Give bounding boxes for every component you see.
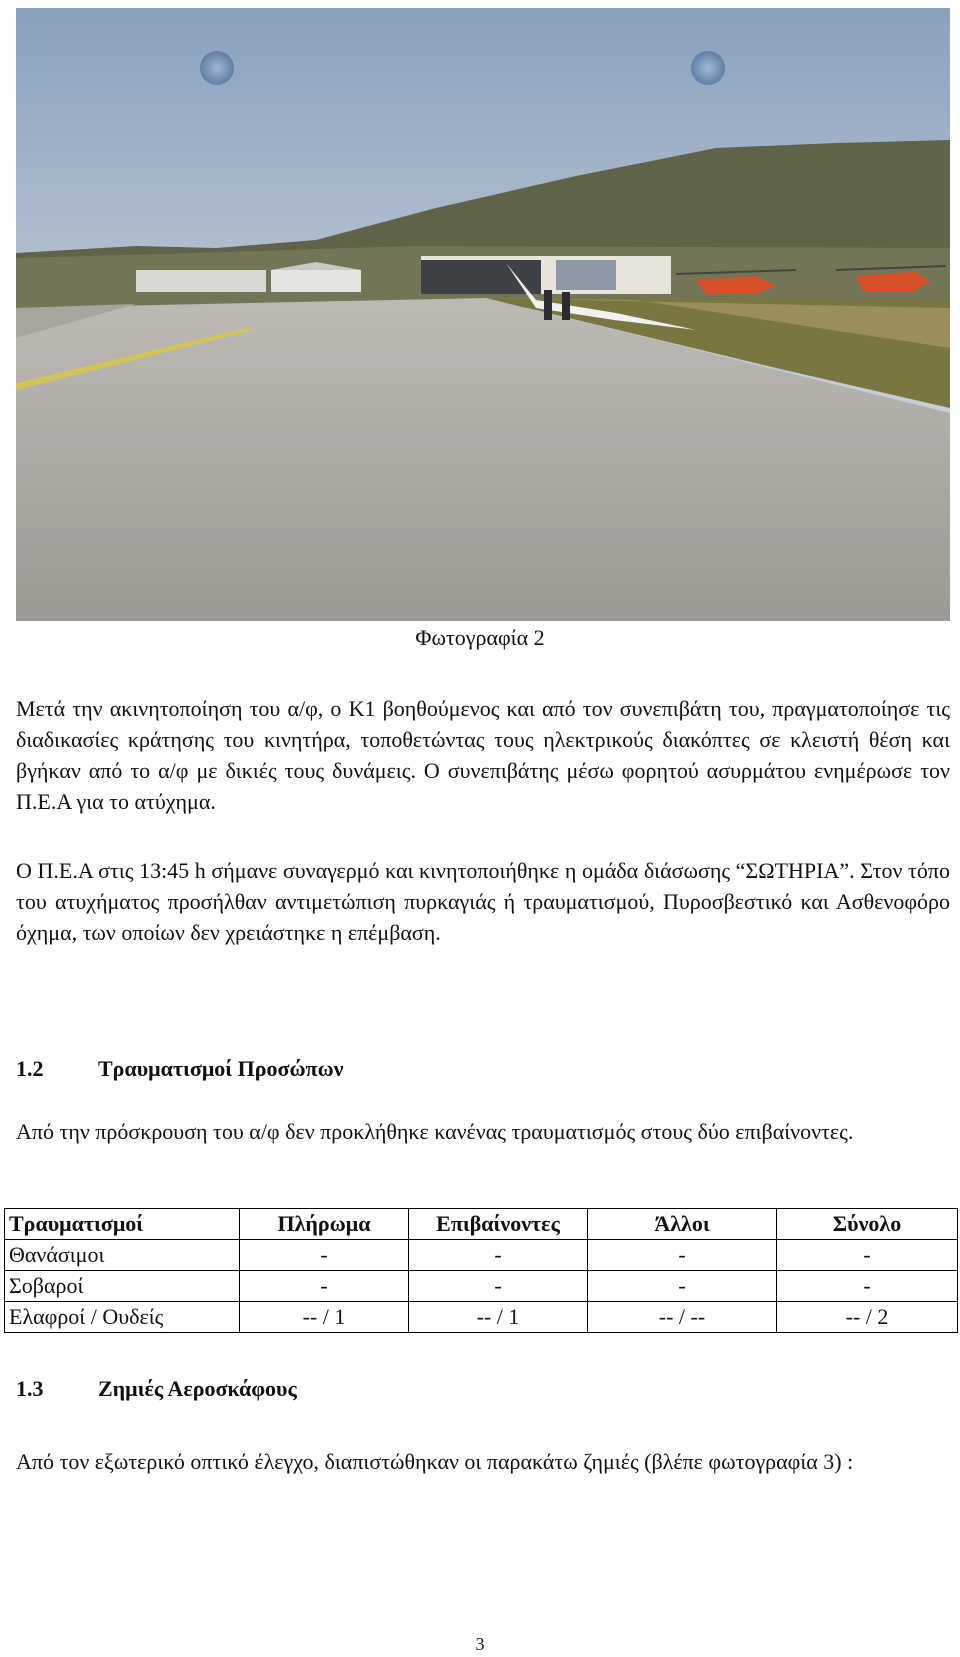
table-cell: -- / -- — [588, 1302, 777, 1333]
paragraph-shutdown: Μετά την ακινητοποίηση του α/φ, ο Κ1 βοηθούμενος και από τον συνεπιβάτη του, πραγματοποίησε τις διαδικασίες κράτησης του κινητήρα, τοποθετώντας τους ηλεκτρικούς διακόπτες σε κλειστή θέση και βγήκαν από το α/φ με δικιές τους δυνάμεις. Ο συνεπιβάτης μέσω φορητού ασυρμάτου ενημέρωσε τον Π.Ε.Α για το ατύχημα. — [16, 696, 950, 814]
table-cell: -- / 1 — [409, 1302, 588, 1333]
section-number: 1.3 — [16, 1376, 44, 1401]
section-heading-damage — [16, 1373, 297, 1405]
table-cell: - — [777, 1271, 958, 1302]
injuries-table — [4, 1208, 958, 1333]
runway-photo-illustration — [16, 8, 950, 621]
table-header-row — [5, 1209, 958, 1240]
section-title: Ζημιές Αεροσκάφους — [98, 1376, 297, 1401]
photo-caption: Φωτογραφία 2 — [415, 625, 545, 650]
table-cell: -- / 1 — [240, 1302, 409, 1333]
table-cell: Σοβαροί — [5, 1271, 240, 1302]
page-number: 3 — [475, 1634, 485, 1654]
table-cell: - — [240, 1240, 409, 1271]
table-cell: - — [409, 1271, 588, 1302]
table-header-cell: Τραυματισμοί — [5, 1209, 240, 1240]
table-row — [5, 1240, 958, 1271]
table-header-cell: Πλήρωμα — [240, 1209, 409, 1240]
table-cell: - — [240, 1271, 409, 1302]
table-cell: Θανάσιμοι — [5, 1240, 240, 1271]
section-number: 1.2 — [16, 1056, 44, 1081]
section-heading-injuries — [16, 1053, 344, 1085]
table-row — [5, 1271, 958, 1302]
table-cell: - — [777, 1240, 958, 1271]
table-cell: -- / 2 — [777, 1302, 958, 1333]
table-header-cell: Σύνολο — [777, 1209, 958, 1240]
paragraph-no-injuries: Από την πρόσκρουση του α/φ δεν προκλήθηκε κανένας τραυματισμός στους δύο επιβαίνοντες. — [16, 1119, 854, 1144]
table-cell: - — [409, 1240, 588, 1271]
table-header-cell: Άλλοι — [588, 1209, 777, 1240]
paragraph-rescue: Ο Π.Ε.Α στις 13:45 h σήμανε συναγερμό και κινητοποιήθηκε η ομάδα διάσωσης “ΣΩΤΗΡΙΑ”. Στον τόπο του ατυχήματος προσήλθαν αντιμετώπιση πυρκαγιάς ή τραυματισμού, Πυροσβεστικό και Ασθενοφόρο όχημα, των οποίων δεν χρειάστηκε η επέμβαση. — [16, 858, 950, 945]
runway-photo — [16, 8, 950, 621]
table-row — [5, 1302, 958, 1333]
section-title: Τραυματισμοί Προσώπων — [98, 1056, 344, 1081]
table-cell: - — [588, 1240, 777, 1271]
table-header-cell: Επιβαίνοντες — [409, 1209, 588, 1240]
table-cell: - — [588, 1271, 777, 1302]
paragraph-damage: Από τον εξωτερικό οπτικό έλεγχο, διαπιστώθηκαν οι παρακάτω ζημιές (βλέπε φωτογραφία 3) : — [16, 1449, 854, 1474]
table-cell: Ελαφροί / Ουδείς — [5, 1302, 240, 1333]
